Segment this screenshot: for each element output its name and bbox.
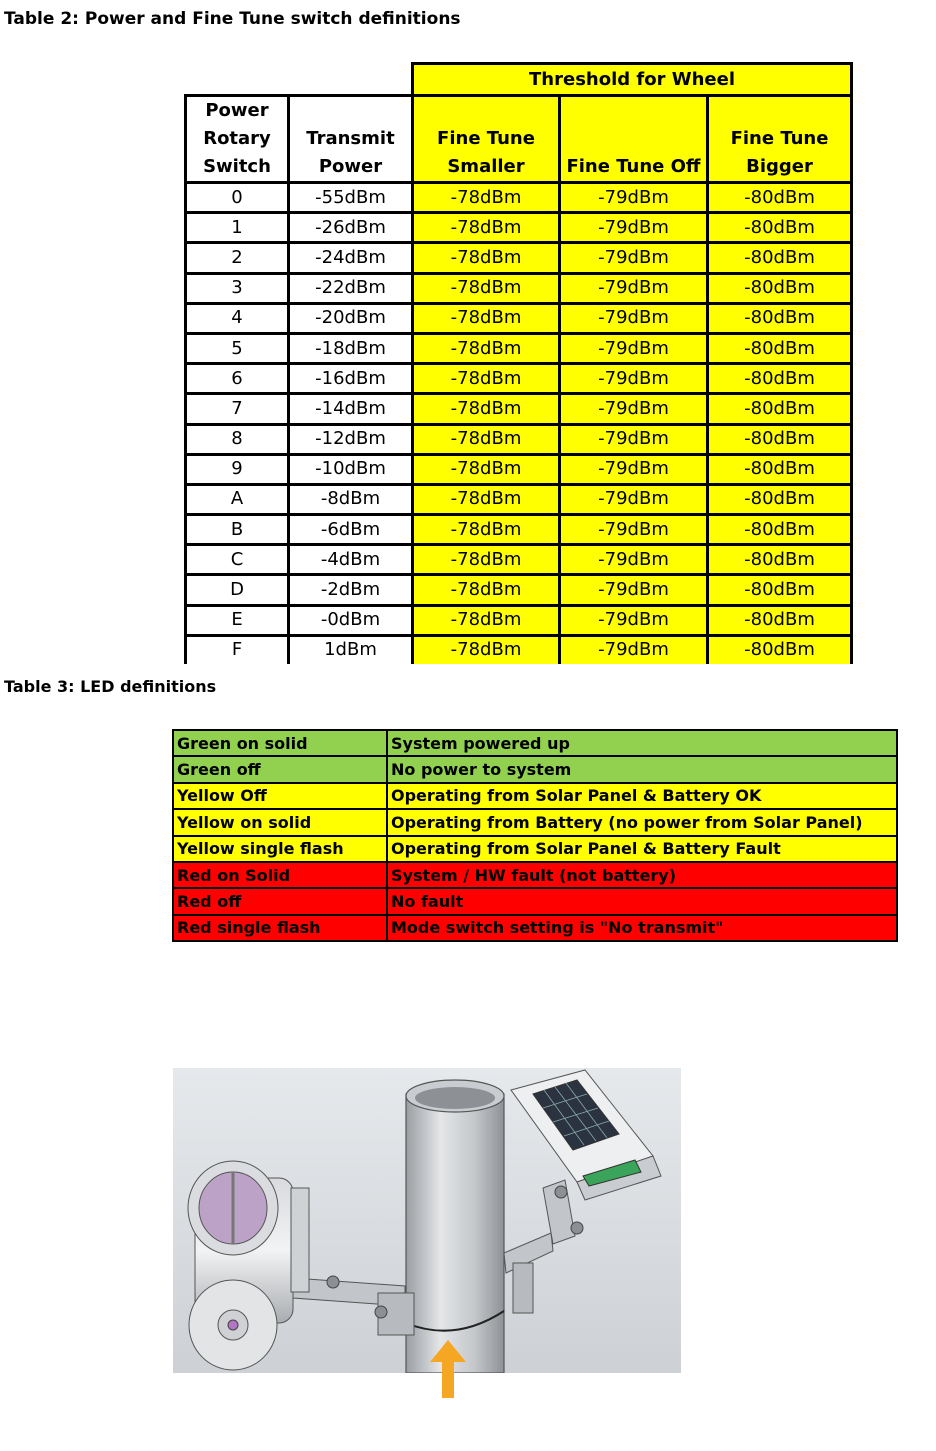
cell-fine-tune-bigger: -80dBm — [708, 575, 852, 605]
cell-transmit-power: -6dBm — [289, 515, 413, 545]
led-row — [173, 888, 897, 914]
led-meaning: System powered up — [387, 730, 897, 756]
cell-switch: 1 — [186, 213, 289, 243]
cell-fine-tune-smaller: -78dBm — [413, 183, 560, 213]
table-row — [186, 515, 852, 545]
cell-fine-tune-smaller: -78dBm — [413, 394, 560, 424]
cell-transmit-power: -2dBm — [289, 575, 413, 605]
cell-fine-tune-smaller: -78dBm — [413, 333, 560, 363]
cell-fine-tune-bigger: -80dBm — [708, 333, 852, 363]
led-state: Yellow Off — [173, 783, 387, 809]
table-row — [186, 364, 852, 394]
header-line: Fine Tune — [437, 128, 535, 149]
cell-fine-tune-bigger: -80dBm — [708, 454, 852, 484]
cell-switch: E — [186, 605, 289, 635]
cell-fine-tune-smaller: -78dBm — [413, 484, 560, 514]
cell-fine-tune-smaller: -78dBm — [413, 454, 560, 484]
cell-fine-tune-smaller: -78dBm — [413, 635, 560, 664]
cell-fine-tune-off: -79dBm — [560, 515, 708, 545]
led-meaning: Operating from Battery (no power from Solar Panel) — [387, 809, 897, 835]
cell-fine-tune-smaller: -78dBm — [413, 243, 560, 273]
blank-corner — [186, 64, 413, 96]
cell-transmit-power: -12dBm — [289, 424, 413, 454]
cell-transmit-power: 1dBm — [289, 635, 413, 664]
header-line: Smaller — [447, 156, 525, 177]
cell-fine-tune-bigger: -80dBm — [708, 605, 852, 635]
threshold-header-row — [186, 64, 852, 96]
cell-fine-tune-bigger: -80dBm — [708, 213, 852, 243]
cell-fine-tune-bigger: -80dBm — [708, 243, 852, 273]
led-row — [173, 862, 897, 888]
header-line: Bigger — [746, 156, 813, 177]
cell-transmit-power: -55dBm — [289, 183, 413, 213]
cell-switch: 3 — [186, 273, 289, 303]
cell-fine-tune-off: -79dBm — [560, 394, 708, 424]
led-state: Red on Solid — [173, 862, 387, 888]
header-fine-tune-bigger — [708, 96, 852, 183]
cell-fine-tune-bigger: -80dBm — [708, 484, 852, 514]
cell-fine-tune-off: -79dBm — [560, 273, 708, 303]
cell-transmit-power: -20dBm — [289, 303, 413, 333]
cell-fine-tune-smaller: -78dBm — [413, 364, 560, 394]
threshold-header: Threshold for Wheel — [413, 64, 852, 96]
led-state: Red off — [173, 888, 387, 914]
header-line: Switch — [203, 156, 271, 177]
power-fine-tune-table — [184, 62, 853, 664]
cell-fine-tune-bigger: -80dBm — [708, 635, 852, 664]
led-meaning: No fault — [387, 888, 897, 914]
cell-fine-tune-smaller: -78dBm — [413, 273, 560, 303]
cell-transmit-power: -10dBm — [289, 454, 413, 484]
led-state: Green off — [173, 756, 387, 782]
cell-transmit-power: -24dBm — [289, 243, 413, 273]
cell-fine-tune-bigger: -80dBm — [708, 183, 852, 213]
cell-switch: 0 — [186, 183, 289, 213]
table-row — [186, 213, 852, 243]
cell-switch: C — [186, 545, 289, 575]
cell-switch: 5 — [186, 333, 289, 363]
cell-fine-tune-smaller: -78dBm — [413, 303, 560, 333]
led-row — [173, 756, 897, 782]
led-state: Red single flash — [173, 915, 387, 941]
cell-switch: 8 — [186, 424, 289, 454]
table-row — [186, 424, 852, 454]
header-line: Rotary — [203, 128, 271, 149]
cell-transmit-power: -14dBm — [289, 394, 413, 424]
led-meaning: Operating from Solar Panel & Battery Fault — [387, 836, 897, 862]
led-state: Green on solid — [173, 730, 387, 756]
cell-fine-tune-off: -79dBm — [560, 303, 708, 333]
cell-fine-tune-smaller: -78dBm — [413, 605, 560, 635]
cell-fine-tune-off: -79dBm — [560, 424, 708, 454]
cell-transmit-power: -0dBm — [289, 605, 413, 635]
table-row — [186, 484, 852, 514]
cell-switch: 2 — [186, 243, 289, 273]
cell-switch: A — [186, 484, 289, 514]
cell-fine-tune-bigger: -80dBm — [708, 273, 852, 303]
header-line: Fine Tune — [730, 128, 829, 149]
header-fine-tune-smaller — [413, 96, 560, 183]
header-power-rotary-switch — [186, 96, 289, 183]
cell-transmit-power: -4dBm — [289, 545, 413, 575]
arrow-shape — [430, 1340, 466, 1398]
led-row — [173, 836, 897, 862]
led-meaning: System / HW fault (not battery) — [387, 862, 897, 888]
led-row — [173, 915, 897, 941]
cell-fine-tune-smaller: -78dBm — [413, 213, 560, 243]
led-state: Yellow single flash — [173, 836, 387, 862]
pole-mount-illustration — [173, 1068, 681, 1373]
table-row — [186, 303, 852, 333]
cell-fine-tune-off: -79dBm — [560, 364, 708, 394]
cell-switch: 9 — [186, 454, 289, 484]
table-row — [186, 454, 852, 484]
header-line: Power — [205, 100, 269, 121]
cell-fine-tune-bigger: -80dBm — [708, 364, 852, 394]
header-transmit-power — [289, 96, 413, 183]
table-row — [186, 635, 852, 664]
cell-transmit-power: -26dBm — [289, 213, 413, 243]
cell-fine-tune-bigger: -80dBm — [708, 424, 852, 454]
table-row — [186, 333, 852, 363]
table-row — [186, 575, 852, 605]
column-header-row — [186, 96, 852, 183]
table-row — [186, 394, 852, 424]
table3-caption: Table 3: LED definitions — [4, 677, 217, 696]
led-definitions-table — [172, 729, 898, 942]
cell-fine-tune-smaller: -78dBm — [413, 575, 560, 605]
cell-transmit-power: -22dBm — [289, 273, 413, 303]
led-meaning: Mode switch setting is "No transmit" — [387, 915, 897, 941]
cell-fine-tune-smaller: -78dBm — [413, 424, 560, 454]
cell-fine-tune-bigger: -80dBm — [708, 545, 852, 575]
table-row — [186, 545, 852, 575]
led-state: Yellow on solid — [173, 809, 387, 835]
cell-fine-tune-bigger: -80dBm — [708, 303, 852, 333]
table-row — [186, 183, 852, 213]
header-fine-tune-off — [560, 96, 708, 183]
cell-fine-tune-off: -79dBm — [560, 605, 708, 635]
cell-switch: D — [186, 575, 289, 605]
arrow-up-icon — [428, 1340, 468, 1398]
cell-switch: 6 — [186, 364, 289, 394]
led-row — [173, 730, 897, 756]
cell-fine-tune-smaller: -78dBm — [413, 545, 560, 575]
led-meaning: No power to system — [387, 756, 897, 782]
cell-fine-tune-off: -79dBm — [560, 213, 708, 243]
cell-fine-tune-off: -79dBm — [560, 454, 708, 484]
cell-fine-tune-off: -79dBm — [560, 183, 708, 213]
cell-switch: 7 — [186, 394, 289, 424]
cell-fine-tune-off: -79dBm — [560, 545, 708, 575]
table2-caption: Table 2: Power and Fine Tune switch definitions — [4, 9, 461, 29]
cell-fine-tune-off: -79dBm — [560, 635, 708, 664]
cell-fine-tune-off: -79dBm — [560, 243, 708, 273]
cell-fine-tune-bigger: -80dBm — [708, 394, 852, 424]
led-row — [173, 809, 897, 835]
table-row — [186, 273, 852, 303]
cell-fine-tune-smaller: -78dBm — [413, 515, 560, 545]
cell-fine-tune-off: -79dBm — [560, 333, 708, 363]
table-row — [186, 605, 852, 635]
cell-fine-tune-off: -79dBm — [560, 484, 708, 514]
cell-switch: F — [186, 635, 289, 664]
header-line: Transmit — [306, 128, 395, 149]
cell-fine-tune-bigger: -80dBm — [708, 515, 852, 545]
cell-transmit-power: -8dBm — [289, 484, 413, 514]
table-row — [186, 243, 852, 273]
header-line: Fine Tune Off — [566, 156, 701, 177]
cell-switch: 4 — [186, 303, 289, 333]
cell-transmit-power: -16dBm — [289, 364, 413, 394]
cell-fine-tune-off: -79dBm — [560, 575, 708, 605]
led-row — [173, 783, 897, 809]
cell-transmit-power: -18dBm — [289, 333, 413, 363]
led-meaning: Operating from Solar Panel & Battery OK — [387, 783, 897, 809]
cell-switch: B — [186, 515, 289, 545]
header-line: Power — [318, 156, 383, 177]
